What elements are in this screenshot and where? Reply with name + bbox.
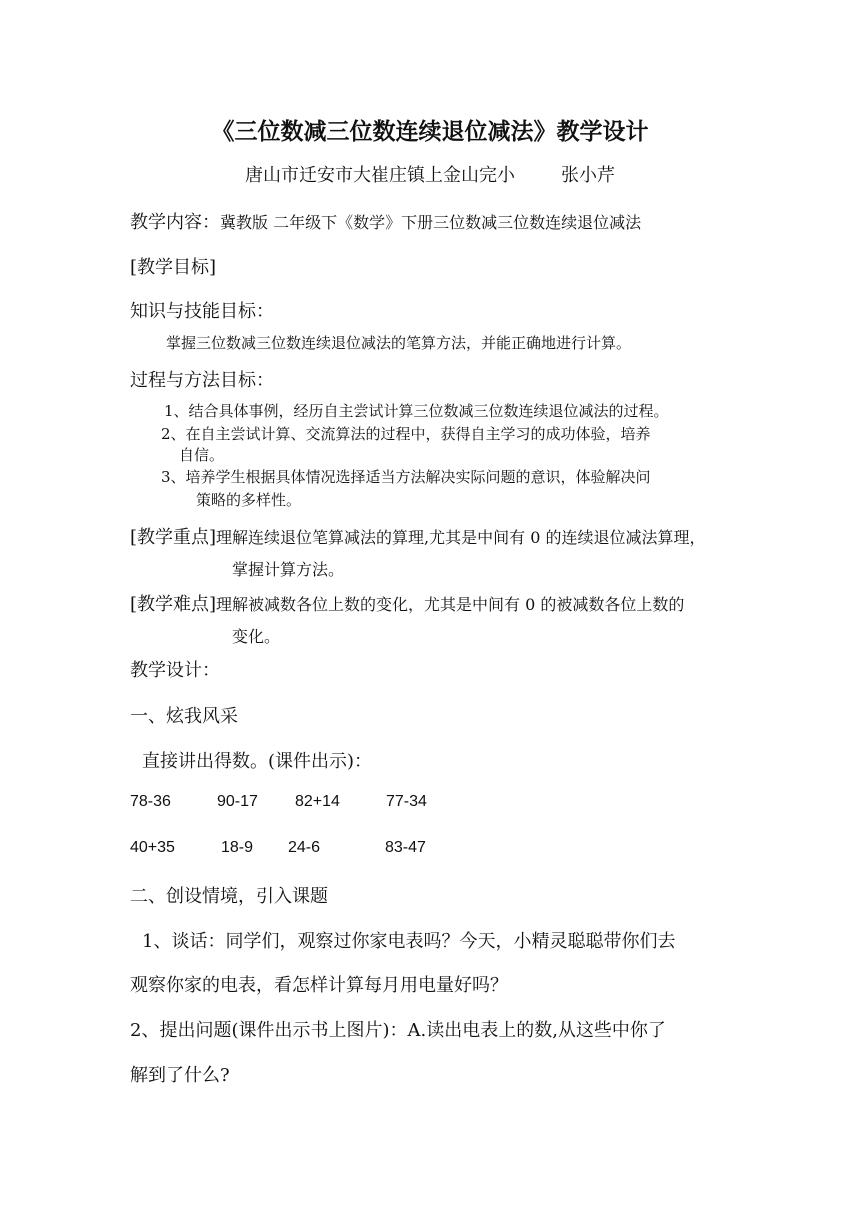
process-item-3-line2: 策略的多样性。 xyxy=(196,491,302,509)
process-item-3-line1: 3、培养学生根据具体情况选择适当方法解决实际问题的意识，体验解决问 xyxy=(161,468,651,486)
section2-paragraph2-line1: 2、提出问题(课件出示书上图片)：A.读出电表上的数,从这些中你了 xyxy=(130,1020,666,1041)
section2-paragraph2-line2: 解到了什么? xyxy=(130,1065,230,1086)
section2-paragraph1-line2: 观察你家的电表，看怎样计算每月用电量好吗？ xyxy=(130,975,508,996)
teaching-content-text: 冀教版 二年级下《数学》下册三位数减三位数连续退位减法 xyxy=(220,213,642,232)
author-line xyxy=(0,161,860,187)
section1-intro: 直接讲出得数。(课件出示)： xyxy=(142,751,373,772)
exercise-expression: 77-34 xyxy=(386,793,427,810)
document-title: 《三位数减三位数连续退位减法》教学设计 xyxy=(211,118,649,145)
exercise-expression: 24-6 xyxy=(288,839,321,856)
objectives-heading: [教学目标] xyxy=(130,257,217,278)
exercise-expression: 78-36 xyxy=(130,793,171,810)
section2-heading: 二、创设情境，引入课题 xyxy=(130,886,328,907)
teaching-content-label: 教学内容： xyxy=(130,212,220,233)
difficulty xyxy=(130,590,684,616)
exercise-expression: 18-9 xyxy=(221,839,254,856)
section1-heading: 一、炫我风采 xyxy=(130,706,238,727)
exercise-expression: 40+35 xyxy=(130,839,175,856)
knowledge-item: 掌握三位数减三位数连续退位减法的笔算方法，并能正确地进行计算。 xyxy=(166,334,632,352)
key-point-label: [教学重点] xyxy=(130,527,217,548)
key-point-line1: 理解连续退位笔算减法的算理,尤其是中间有 0 的连续退位减法算理， xyxy=(216,528,706,547)
difficulty-line1: 理解被减数各位上数的变化，尤其是中间有 0 的被减数各位上数的 xyxy=(216,595,685,614)
process-item-2-line1: 2、在自主尝试计算、交流算法的过程中，获得自主学习的成功体验，培养 xyxy=(161,425,651,443)
exercise-expression: 82+14 xyxy=(295,793,340,810)
process-item-2-line2: 自信。 xyxy=(179,446,225,464)
author-school: 唐山市迁安市大崔庄镇上金山完小 xyxy=(245,165,515,186)
design-heading: 教学设计： xyxy=(130,660,220,681)
author-name: 张小芹 xyxy=(561,165,615,186)
key-point xyxy=(130,523,706,549)
knowledge-heading: 知识与技能目标： xyxy=(130,301,274,322)
process-item-1: 1、结合具体事例，经历自主尝试计算三位数减三位数连续退位减法的过程。 xyxy=(164,402,669,420)
difficulty-line2: 变化。 xyxy=(232,627,281,646)
key-point-line2: 掌握计算方法。 xyxy=(232,560,345,579)
teaching-content xyxy=(130,208,641,234)
process-heading: 过程与方法目标： xyxy=(130,370,274,391)
exercise-expression: 90-17 xyxy=(217,793,258,810)
section2-paragraph1-line1: 1、谈话：同学们，观察过你家电表吗？今天，小精灵聪聪带你们去 xyxy=(142,931,676,952)
difficulty-label: [教学难点] xyxy=(130,594,217,615)
exercise-expression: 83-47 xyxy=(385,839,426,856)
